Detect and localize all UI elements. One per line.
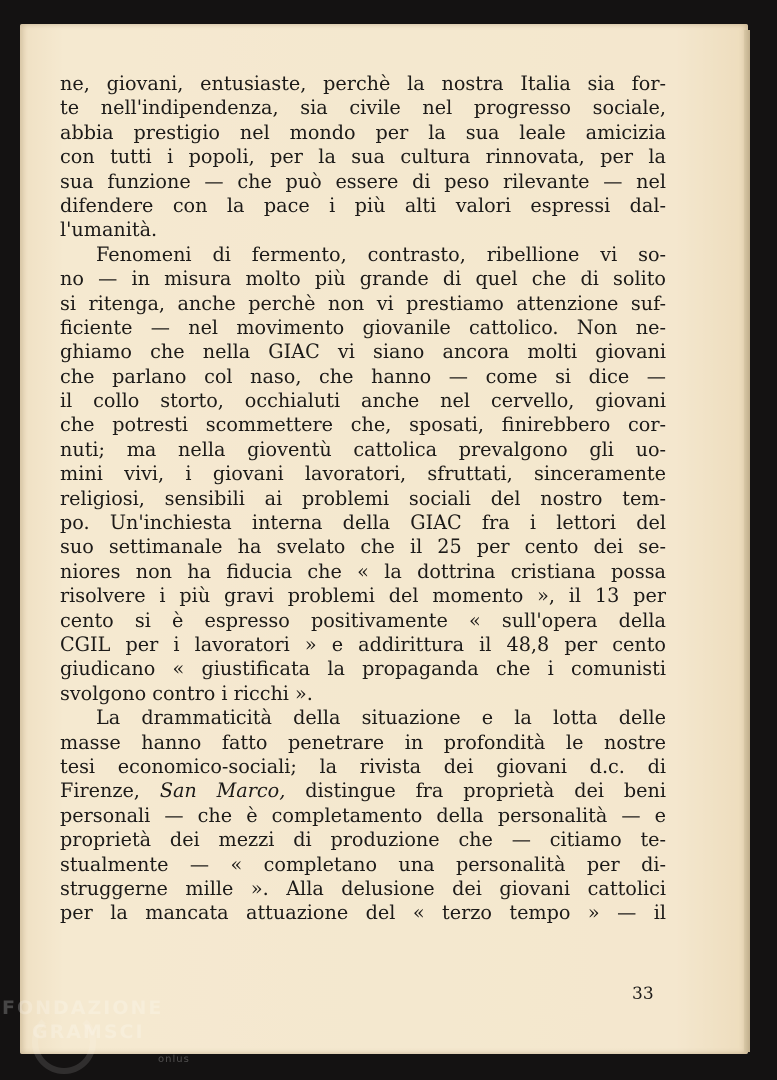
text-line: nuti; ma nella gioventù cattolica prevalgono gli uo- <box>60 437 666 461</box>
body-text <box>60 72 666 926</box>
text-fragment: Firenze, <box>60 779 140 803</box>
text-line: risolvere i più gravi problemi del momento », il 13 per <box>60 584 666 608</box>
text-line: abbia prestigio nel mondo per la sua leale amicizia <box>60 120 666 144</box>
text-line: struggerne mille ». Alla delusione dei giovani cattolici <box>60 876 666 900</box>
text-line: Fenomeni di fermento, contrasto, ribellione vi so- <box>96 242 666 266</box>
text-line: personali — che è completamento della personalità — e <box>60 803 666 827</box>
text-line: no — in misura molto più grande di quel che di solito <box>60 267 666 291</box>
text-line: po. Un'inchiesta interna della GIAC fra i lettori del <box>60 511 666 535</box>
text-line: proprietà dei mezzi di produzione che — citiamo te- <box>60 828 666 852</box>
text-line: niores non ha fiducia che « la dottrina cristiana possa <box>60 559 666 583</box>
watermark-line2: GRAMSCI <box>32 1021 145 1043</box>
text-line: sua funzione — che può essere di peso rilevante — nel <box>60 169 666 193</box>
text-fragment: distingue fra proprietà dei beni <box>305 779 666 803</box>
text-line <box>60 779 666 803</box>
text-line: il collo storto, occhialuti anche nel cervello, giovani <box>60 389 666 413</box>
text-line: si ritenga, anche perchè non vi prestiamo attenzione suf- <box>60 291 666 315</box>
text-line: ficiente — nel movimento giovanile cattolico. Non ne- <box>60 315 666 339</box>
text-line: giudicano « giustificata la propaganda che i comunisti <box>60 657 666 681</box>
text-line: che potresti scommettere che, sposati, finirebbero cor- <box>60 413 666 437</box>
text-line: che parlano col naso, che hanno — come si dice — <box>60 364 666 388</box>
text-line: suo settimanale ha svelato che il 25 per cento dei se- <box>60 535 666 559</box>
text-line: ne, giovani, entusiaste, perchè la nostra Italia sia for- <box>60 72 666 95</box>
italic-title: San Marco, <box>159 779 286 803</box>
text-line: ghiamo che nella GIAC vi siano ancora molti giovani <box>60 340 666 364</box>
text-line: per la mancata attuazione del « terzo tempo » — il <box>60 901 666 925</box>
text-line: cento si è espresso positivamente « sull'opera della <box>60 608 666 632</box>
watermark-line1: FONDAZIONE <box>2 997 164 1019</box>
text-line: mini vivi, i giovani lavoratori, sfruttati, sinceramente <box>60 462 666 486</box>
text-line: religiosi, sensibili ai problemi sociali del nostro tem- <box>60 486 666 510</box>
watermark <box>2 996 190 1065</box>
text-line: svolgono contro i ricchi ». <box>60 681 313 705</box>
text-line: CGIL per i lavoratori » e addirittura il 48,8 per cento <box>60 632 666 656</box>
text-line: masse hanno fatto penetrare in profondità le nostre <box>60 730 666 754</box>
text-line: La drammaticità della situazione e la lotta delle <box>96 706 666 730</box>
text-line: stualmente — « completano una personalità per di- <box>60 852 666 876</box>
text-line: difendere con la pace i più alti valori espressi dal- <box>60 193 666 217</box>
text-line: l'umanità. <box>60 218 158 242</box>
text-line: tesi economico-sociali; la rivista dei giovani d.c. di <box>60 754 666 778</box>
watermark-sub: onlus <box>158 1054 190 1065</box>
text-line: con tutti i popoli, per la sua cultura rinnovata, per la <box>60 145 666 169</box>
page-number: 33 <box>632 984 654 1004</box>
page-edge <box>744 30 750 1052</box>
text-line: te nell'indipendenza, sia civile nel progresso sociale, <box>60 96 666 120</box>
